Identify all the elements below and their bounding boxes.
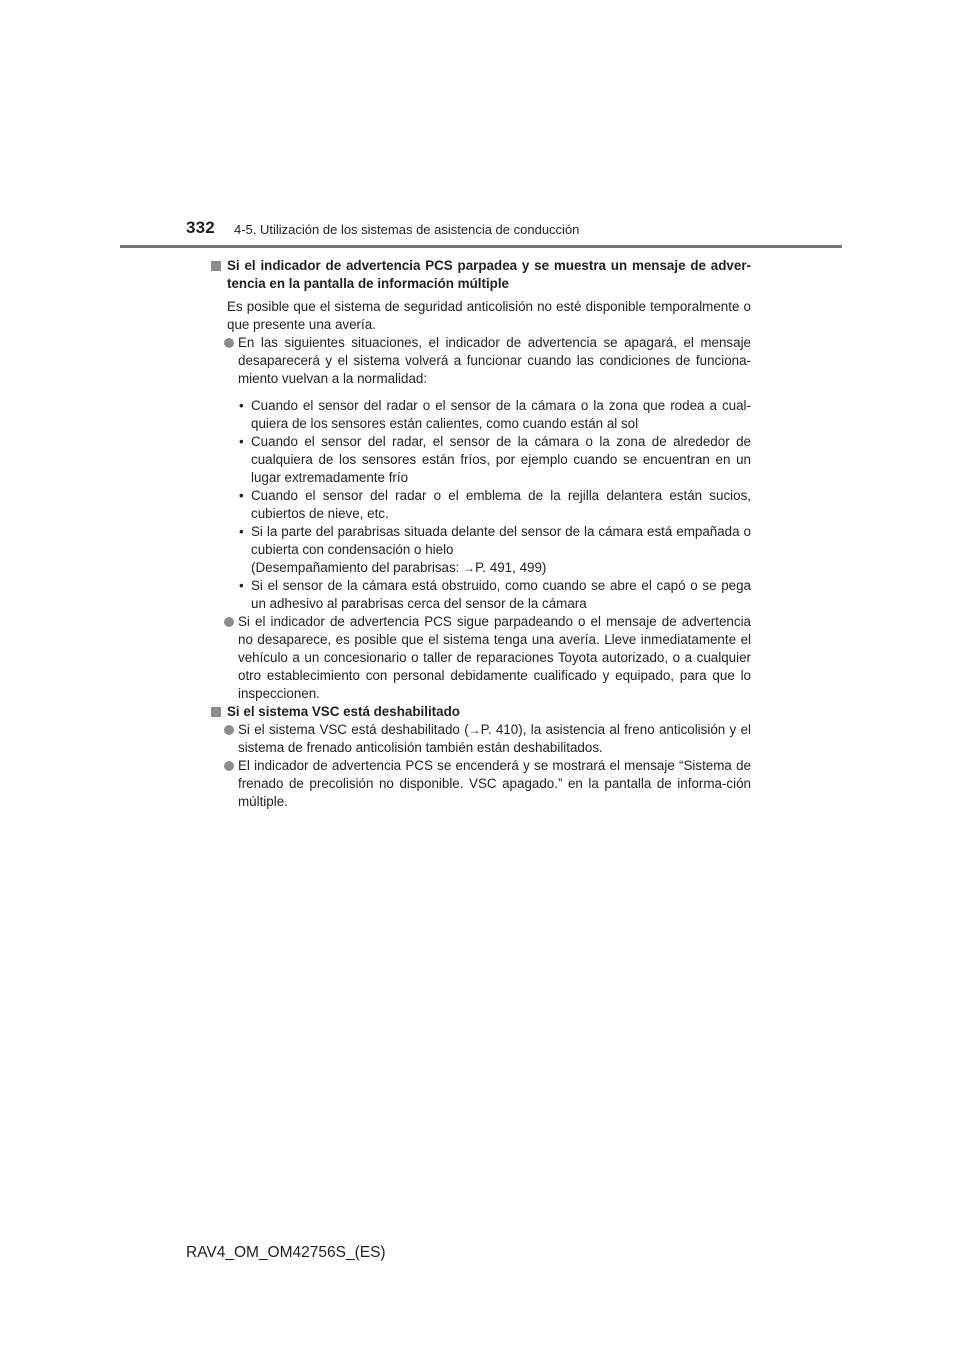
- bullet-item: [210, 757, 751, 811]
- dot-marker-icon: •: [239, 488, 244, 503]
- heading-text: Si el sistema VSC está deshabilitado: [227, 704, 460, 719]
- dot-marker-icon: •: [239, 398, 244, 413]
- section-title: 4-5. Utilización de los sistemas de asistencia de conducción: [234, 222, 580, 237]
- list-item-text: Si la parte del parabrisas situada delante del sensor de la cámara está empañada o cubierta con condensación o hielo: [251, 524, 751, 557]
- page-content: [210, 257, 751, 811]
- list-item: [210, 523, 751, 577]
- bullet-text: En las siguientes situaciones, el indicador de advertencia se apagará, el mensaje desaparecerá y el sistema volverá a funcionar cuando las condiciones de funciona-miento vuelvan a la normalidad:: [238, 335, 751, 386]
- list-item-text: Si el sensor de la cámara está obstruido, como cuando se abre el capó o se pega un adhesivo al parabrisas cerca del sensor de la cámara: [251, 578, 751, 611]
- square-bullet-icon: [211, 707, 221, 717]
- bullet-text-prefix: Si el sistema VSC está deshabilitado (: [238, 722, 469, 737]
- list-item-text: Cuando el sensor del radar o el emblema de la rejilla delantera están sucios, cubiertos de nieve, etc.: [251, 488, 751, 521]
- bullet-item: [210, 613, 751, 703]
- document-code: RAV4_OM_OM42756S_(ES): [186, 1244, 386, 1261]
- intro-paragraph: Es posible que el sistema de seguridad anticolisión no esté disponible temporalmente o que presente una avería.: [227, 299, 751, 332]
- page-reference-link[interactable]: P. 491, 499): [475, 560, 547, 575]
- bullet-item: [210, 721, 751, 757]
- dot-marker-icon: •: [239, 434, 244, 449]
- list-item-text: Cuando el sensor del radar o el sensor de la cámara o la zona que rodea a cual-quiera de los sensores están calientes, como cuando están al sol: [251, 398, 751, 431]
- list-item: [210, 487, 751, 523]
- heading-pcs-warning: [210, 257, 751, 293]
- page-reference-prefix: (Desempañamiento del parabrisas:: [251, 560, 464, 575]
- dot-marker-icon: •: [239, 578, 244, 593]
- list-item: [210, 397, 751, 433]
- heading-text: Si el indicador de advertencia PCS parpadea y se muestra un mensaje de adver-tencia en la pantalla de información múltiple: [227, 258, 751, 291]
- circle-bullet-icon: [224, 617, 234, 627]
- page-number: 332: [186, 218, 215, 237]
- circle-bullet-icon: [224, 725, 234, 735]
- bullet-text: El indicador de advertencia PCS se encenderá y se mostrará el mensaje “Sistema de frenado de precolisión no disponible. VSC apagado.” en la pantalla de informa-ción múltiple.: [238, 758, 751, 809]
- circle-bullet-icon: [224, 338, 234, 348]
- list-item-text: Cuando el sensor del radar, el sensor de la cámara o la zona de alrededor de cualquiera de los sensores están fríos, por ejemplo cuando se encuentran en un lugar extremadamente frío: [251, 434, 751, 485]
- circle-bullet-icon: [224, 761, 234, 771]
- bullet-text: Si el indicador de advertencia PCS sigue parpadeando o el mensaje de advertencia no desaparece, es posible que el sistema tenga una avería. Lleve inmediatamente el vehículo a un concesionario o taller de reparaciones Toyota autorizado, o a cualquier otro establecimiento con personal debidamente cualificado y equipado, para que lo inspeccionen.: [238, 614, 751, 701]
- page-reference-link[interactable]: P. 410), la asistencia al freno anticolisión y el sistema de frenado anticolisión también están deshabilitados.: [238, 722, 751, 755]
- square-bullet-icon: [211, 261, 221, 271]
- situation-list: [210, 397, 751, 613]
- heading-vsc-disabled: [210, 703, 751, 721]
- header-divider: [120, 245, 842, 248]
- list-item: [210, 577, 751, 613]
- arrow-right-icon: →: [468, 723, 481, 737]
- arrow-right-icon: →: [463, 561, 476, 575]
- bullet-item: [210, 334, 751, 388]
- dot-marker-icon: •: [239, 524, 244, 539]
- list-item: [210, 433, 751, 487]
